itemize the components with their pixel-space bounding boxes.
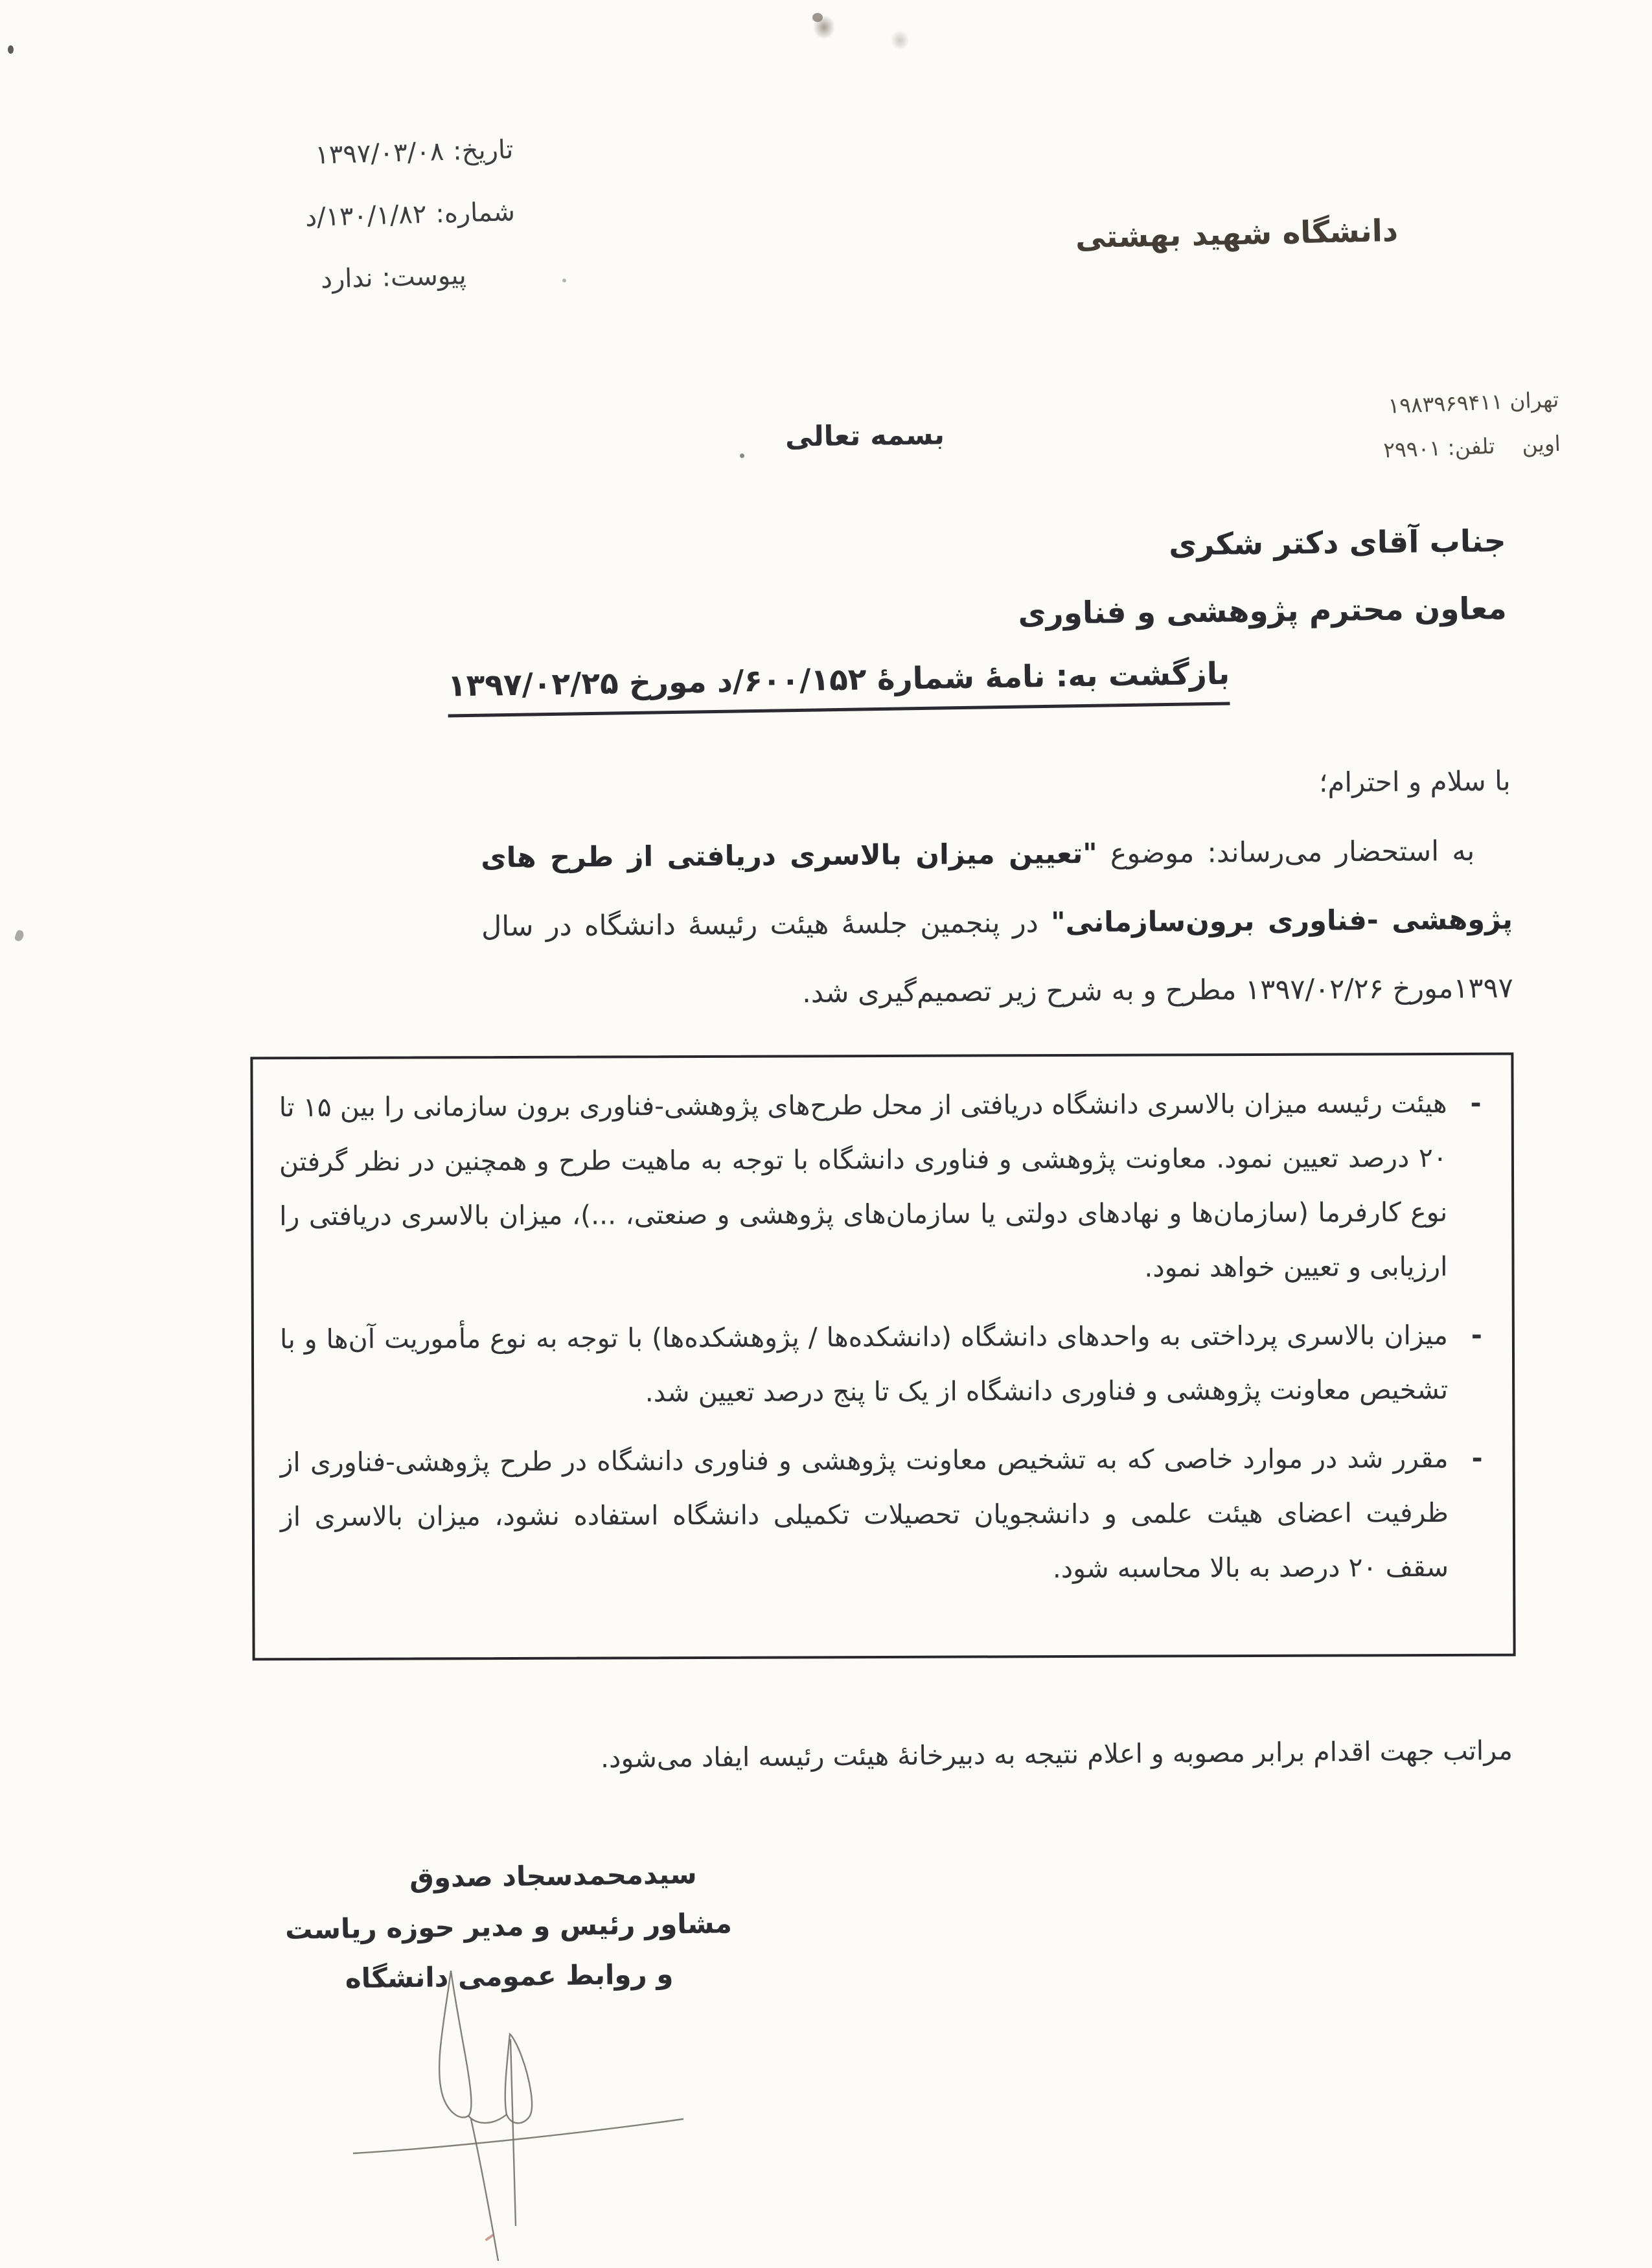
date-label: تاریخ: xyxy=(452,135,514,166)
bullet-dash: - xyxy=(1470,1087,1482,1119)
signature-stroke xyxy=(471,2119,498,2261)
reference-line: بازگشت به: نامهٔ شمارهٔ ۶۰۰/۱۵۲/د مورخ ۱۳۹۷/۰۲/۲۵ xyxy=(447,656,1230,718)
signer-title-1: مشاور رئیس و مدیر حوزه ریاست xyxy=(284,1907,733,1945)
salutation: با سلام و احترام؛ xyxy=(1319,764,1511,799)
handwritten-signature xyxy=(337,1962,700,2266)
intro-text: در پنجمین جلسهٔ هیئت رئیسهٔ دانشگاه در سال ۱۳۹۷مورخ ۱۳۹۷/۰۲/۲۶ مطرح و به شرح زیر تصمیم‌گیری شد. xyxy=(481,906,1513,1010)
signature-stroke xyxy=(439,1971,471,2118)
number-line xyxy=(190,181,516,252)
resolution-item xyxy=(280,1431,1483,1598)
signature-stroke xyxy=(468,2114,507,2123)
signer-title-2: و روابط عمومی دانشگاه xyxy=(345,1958,674,1995)
scan-smudge xyxy=(886,26,913,54)
resolution-text: مقرر شد در موارد خاصی که به تشخیص معاونت پژوهشی و فناوری دانشگاه در طرح پژوهشی-فناوری از ظرفیت اعضای هیئت علمی و دانشجویان تحصیلات تکمیلی دانشگاه استفاده نشود، میزان بالاسری از سقف ۲۰ درصد به بالا محاسبه شود. xyxy=(280,1442,1449,1585)
address-phone-line: اوین تلفن: ۲۹۹۰۱ xyxy=(1383,430,1561,463)
scan-dot xyxy=(8,45,14,54)
besmele: بسمه تعالی xyxy=(785,418,945,453)
recipient-title: معاون محترم پژوهشی و فناوری xyxy=(1018,591,1507,632)
number-label: شماره: xyxy=(435,197,516,229)
letterhead-address xyxy=(1381,378,1562,472)
signature-stroke xyxy=(511,2039,516,2226)
date-value: ۱۳۹۷/۰۳/۰۸ xyxy=(314,137,444,170)
scan-smudge xyxy=(809,10,840,44)
resolutions-box xyxy=(250,1053,1515,1661)
letter-meta-block xyxy=(189,119,518,314)
university-name: دانشگاه شهید بهشتی xyxy=(1075,212,1399,256)
intro-subject-bold: "تعیین میزان بالاسری دریافتی از طرح های پژوهشی -فناوری برون‌سازمانی" xyxy=(481,837,1513,939)
signature-stroke xyxy=(505,2034,532,2123)
bullet-dash: - xyxy=(1471,1442,1483,1474)
resolution-list xyxy=(279,1076,1484,1598)
closing-line: مراتب جهت اقدام برابر مصوبه و اعلام نتیجه به دبیرخانهٔ هیئت رئیسه ایفاد می‌شود. xyxy=(600,1734,1513,1774)
resolution-text: هیئت رئیسه میزان بالاسری دانشگاه دریافتی از محل طرح‌های پژوهشی-فناوری برون سازمانی را بین ۱۵ تا ۲۰ درصد تعیین نمود. معاونت پژوهشی و فناوری دانشگاه با توجه به ماهیت طرح و همچنین در نظر گرفتن نوع کارفرما (سازمان‌ها و نهادهای دولتی یا سازمان‌های پژوهشی و صنعتی، ...)، میزان بالاسری دریافتی را ارزیابی و تعیین خواهد نمود. xyxy=(279,1087,1448,1283)
resolution-item xyxy=(280,1308,1483,1421)
bullet-dash: - xyxy=(1471,1319,1482,1351)
recipient-name: جناب آقای دکتر شکری xyxy=(1168,523,1506,563)
intro-paragraph xyxy=(481,816,1513,1029)
scan-dot xyxy=(562,279,566,282)
recipient-block xyxy=(1017,508,1507,648)
scan-dot xyxy=(14,929,25,942)
scan-dot xyxy=(740,453,744,458)
date-line xyxy=(189,119,514,190)
address-city-line: تهران ۱۹۸۳۹۶۹۴۱۱ xyxy=(1388,386,1560,418)
number-value: ۱۳۰/۱/۸۲/د xyxy=(304,199,428,233)
attachment-line xyxy=(192,243,517,314)
resolution-text: میزان بالاسری پرداختی به واحدهای دانشگاه (دانشکده‌ها / پژوهشکده‌ها) با توجه به نوع مأموریت آن‌ها و با تشخیص معاونت پژوهشی و فناوری دانشگاه از یک تا پنج درصد تعیین شد. xyxy=(279,1319,1449,1408)
attachment-value: ندارد xyxy=(320,263,374,295)
attachment-label: پیوست: xyxy=(381,260,467,293)
intro-text: به استحضار می‌رساند: موضوع xyxy=(1097,834,1475,870)
scan-smudge-core xyxy=(812,13,823,22)
resolution-item xyxy=(279,1076,1482,1298)
signature-stroke xyxy=(353,2119,683,2153)
signer-name: سیدمحمدسجاد صدوق xyxy=(409,1857,697,1894)
